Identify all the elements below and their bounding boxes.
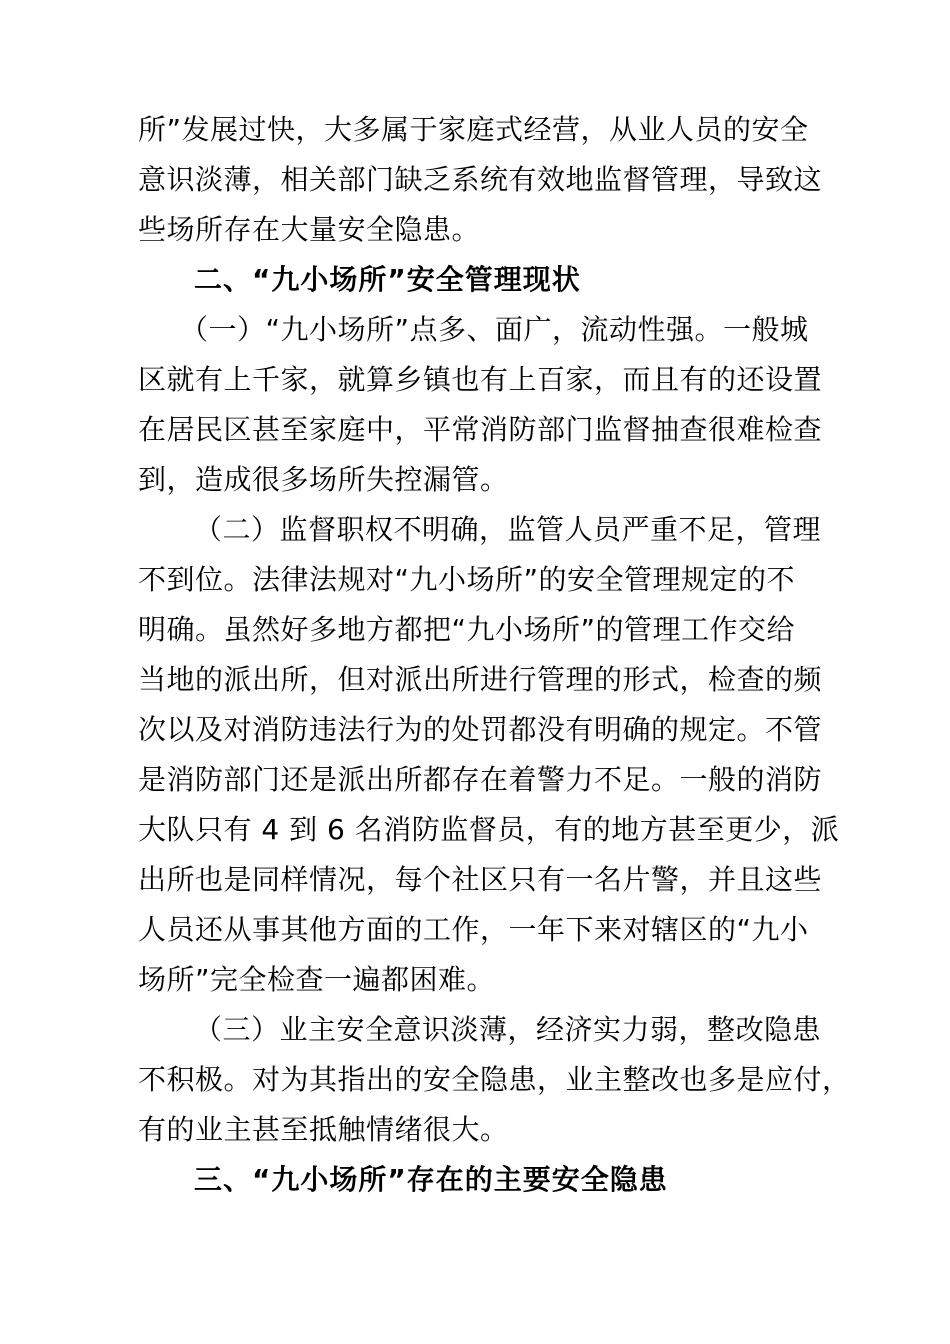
section-3-heading: 三、“九小场所”存在的主要安全隐患 [194, 1163, 668, 1196]
para-2-line-5: 次以及对消防违法行为的处罚都没有明确的规定。不管 [138, 713, 823, 746]
para-3-line-3: 有的业主甚至抵触情绪很大。 [138, 1113, 509, 1146]
para-2-line-2: 不到位。法律法规对“九小场所”的安全管理规定的不 [138, 563, 796, 596]
para-2-line-10: 场所”完全检查一遍都困难。 [138, 963, 496, 996]
para-2-line-9: 人员还从事其他方面的工作，一年下来对辖区的“九小 [138, 913, 809, 946]
intro-line-1: 所”发展过快，大多属于家庭式经营，从业人员的安全 [138, 113, 809, 146]
para-2-line-3: 明确。虽然好多地方都把“九小场所”的管理工作交给 [138, 613, 796, 646]
para-3-line-1: （三）业主安全意识淡薄，经济实力弱，整改隐患 [194, 1013, 822, 1046]
para-2-line-1: （二）监督职权不明确，监管人员严重不足，管理 [194, 513, 822, 546]
para-2-line-6: 是消防部门还是派出所都存在着警力不足。一般的消防 [138, 763, 823, 796]
intro-line-2: 意识淡薄，相关部门缺乏系统有效地监督管理，导致这 [138, 163, 823, 196]
section-2-heading: 二、“九小场所”安全管理现状 [194, 263, 581, 296]
para-1-line-1: （一）“九小场所”点多、面广，流动性强。一般城 [180, 313, 809, 346]
para-2-line-4: 当地的派出所，但对派出所进行管理的形式，检查的频 [138, 663, 823, 696]
para-1-line-4: 到，造成很多场所失控漏管。 [138, 463, 509, 496]
para-2-line-8: 出所也是同样情况，每个社区只有一名片警，并且这些 [138, 863, 823, 896]
para-3-line-2: 不积极。对为其指出的安全隐患，业主整改也多是应付， [138, 1063, 851, 1096]
para-1-line-3: 在居民区甚至家庭中，平常消防部门监督抽查很难检查 [138, 413, 823, 446]
para-1-line-2: 区就有上千家，就算乡镇也有上百家，而且有的还设置 [138, 363, 823, 396]
para-2-line-7: 大队只有 4 到 6 名消防监督员，有的地方甚至更少，派 [138, 813, 840, 846]
intro-line-3: 些场所存在大量安全隐患。 [138, 213, 481, 246]
